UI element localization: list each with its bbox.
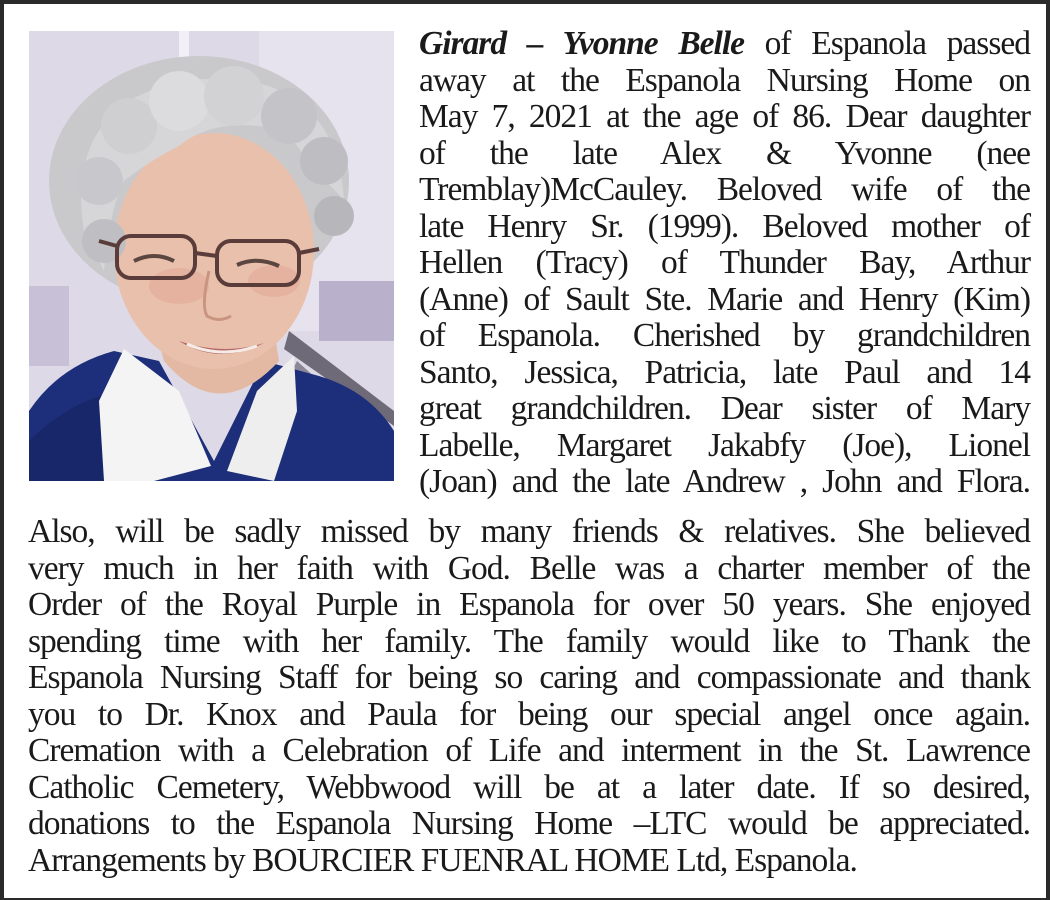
- text-line: of Espanola. Cherished by grandchildren: [419, 317, 1030, 354]
- text-line: late Henry Sr. (1999). Beloved mother of: [419, 207, 1030, 245]
- portrait-photo: [29, 31, 394, 481]
- obituary-text-full-width: [28, 514, 1030, 879]
- text-line: of Espanola passed: [744, 25, 1030, 62]
- text-line: great grandchildren. Dear sister of Mary: [419, 390, 1030, 427]
- text-line: you to Dr. Knox and Paula for being our special angel once again.: [28, 695, 1030, 733]
- text-line: very much in her faith with God. Belle was a charter member of the: [28, 549, 1030, 587]
- deceased-name: Girard – Yvonne Belle: [419, 25, 745, 62]
- text-line: of the late Alex & Yvonne (nee: [419, 134, 1030, 172]
- text-line: Tremblay)McCauley. Beloved wife of the: [419, 171, 1030, 208]
- text-line: donations to the Espanola Nursing Home –LTC would be appreciated.: [28, 805, 1030, 842]
- text-line: Order of the Royal Purple in Espanola for over 50 years. She enjoyed: [28, 586, 1030, 623]
- text-line: (Joan) and the late Andrew , John and Flora.: [419, 463, 1030, 500]
- text-line: Espanola Nursing Staff for being so caring and compassionate and thank: [28, 659, 1030, 696]
- text-line: May 7, 2021 at the age of 86. Dear daughter: [419, 98, 1030, 135]
- obituary-text-beside-photo: [419, 26, 1030, 501]
- text-line: away at the Espanola Nursing Home on: [419, 61, 1030, 99]
- text-line: Cremation with a Celebration of Life and interment in the St. Lawrence: [28, 732, 1030, 769]
- text-line: Arrangements by BOURCIER FUENRAL HOME Ltd, Espanola.: [28, 841, 857, 879]
- text-line: Hellen (Tracy) of Thunder Bay, Arthur: [419, 244, 1030, 281]
- text-line: Santo, Jessica, Patricia, late Paul and 14: [419, 353, 1030, 391]
- text-line: Catholic Cemetery, Webbwood will be at a later date. If so desired,: [28, 768, 1030, 806]
- text-line: spending time with her family. The family would like to Thank the: [28, 622, 1030, 660]
- text-line: (Anne) of Sault Ste. Marie and Henry (Kim): [419, 280, 1030, 318]
- text-line: Also, will be sadly missed by many friends & relatives. She believed: [28, 513, 1030, 550]
- text-line: Labelle, Margaret Jakabfy (Joe), Lionel: [419, 426, 1030, 464]
- text-line: [419, 26, 1030, 63]
